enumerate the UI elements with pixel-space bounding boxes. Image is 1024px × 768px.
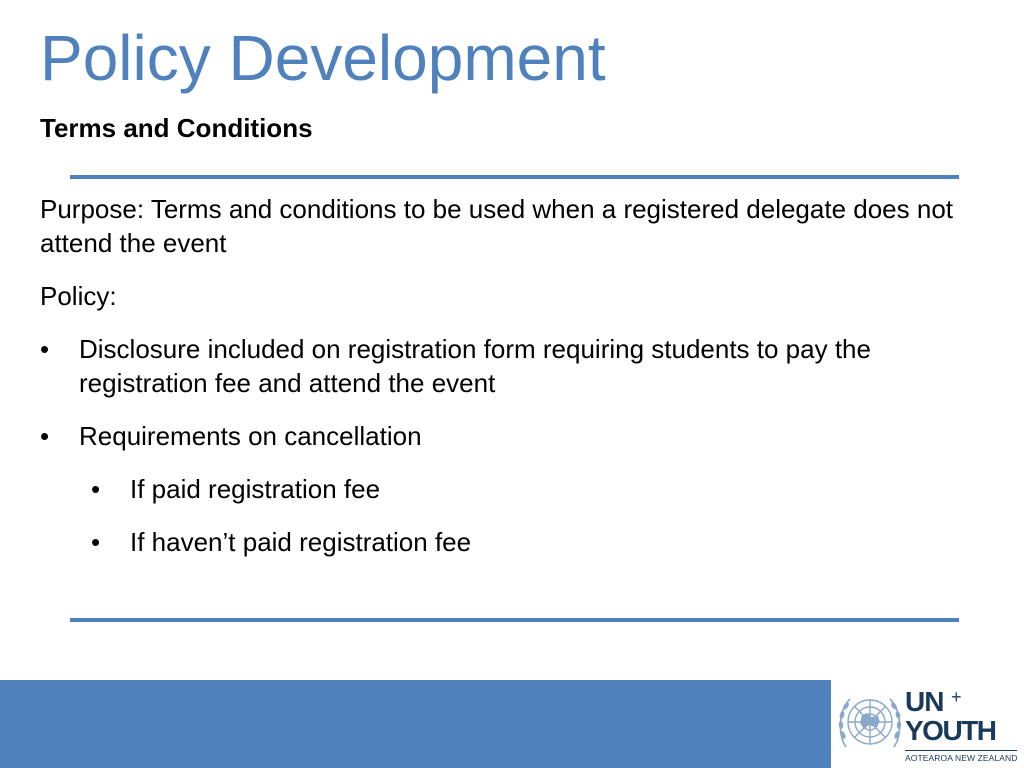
logo-tagline: AOTEAROA NEW ZEALAND bbox=[905, 753, 1018, 763]
un-youth-wordmark bbox=[905, 686, 1019, 742]
sub-bullet-item bbox=[40, 472, 980, 506]
bullet-dot-icon: • bbox=[91, 527, 101, 557]
bullet-text: Disclosure included on registration form requiring students to pay the registration fee and attend the event bbox=[79, 334, 871, 398]
sub-bullet-text: If haven’t paid registration fee bbox=[130, 527, 472, 557]
slide-title: Policy Development bbox=[40, 22, 606, 94]
bullet-dot-icon: • bbox=[91, 474, 101, 504]
logo-line1: UN bbox=[905, 686, 944, 717]
slide-body bbox=[40, 192, 980, 578]
policy-label: Policy: bbox=[40, 281, 117, 311]
sub-bullet-text: If paid registration fee bbox=[130, 474, 381, 504]
bullet-dot-icon: • bbox=[40, 421, 50, 451]
logo-line2: YOUTH bbox=[905, 715, 996, 742]
purpose-text: Purpose: Terms and conditions to be used when a registered delegate does not attend the event bbox=[40, 194, 954, 258]
bottom-divider bbox=[70, 618, 959, 622]
top-divider bbox=[70, 175, 959, 179]
slide-subtitle: Terms and Conditions bbox=[40, 113, 313, 143]
bullet-text: Requirements on cancellation bbox=[79, 421, 422, 451]
bullet-item bbox=[40, 332, 980, 400]
un-youth-logo bbox=[831, 680, 1024, 768]
bullet-item bbox=[40, 419, 980, 453]
logo-divider bbox=[905, 750, 1017, 751]
un-emblem-icon bbox=[836, 689, 904, 757]
logo-plus: + bbox=[951, 687, 962, 707]
sub-bullet-item bbox=[40, 525, 980, 559]
bullet-dot-icon: • bbox=[40, 334, 50, 364]
